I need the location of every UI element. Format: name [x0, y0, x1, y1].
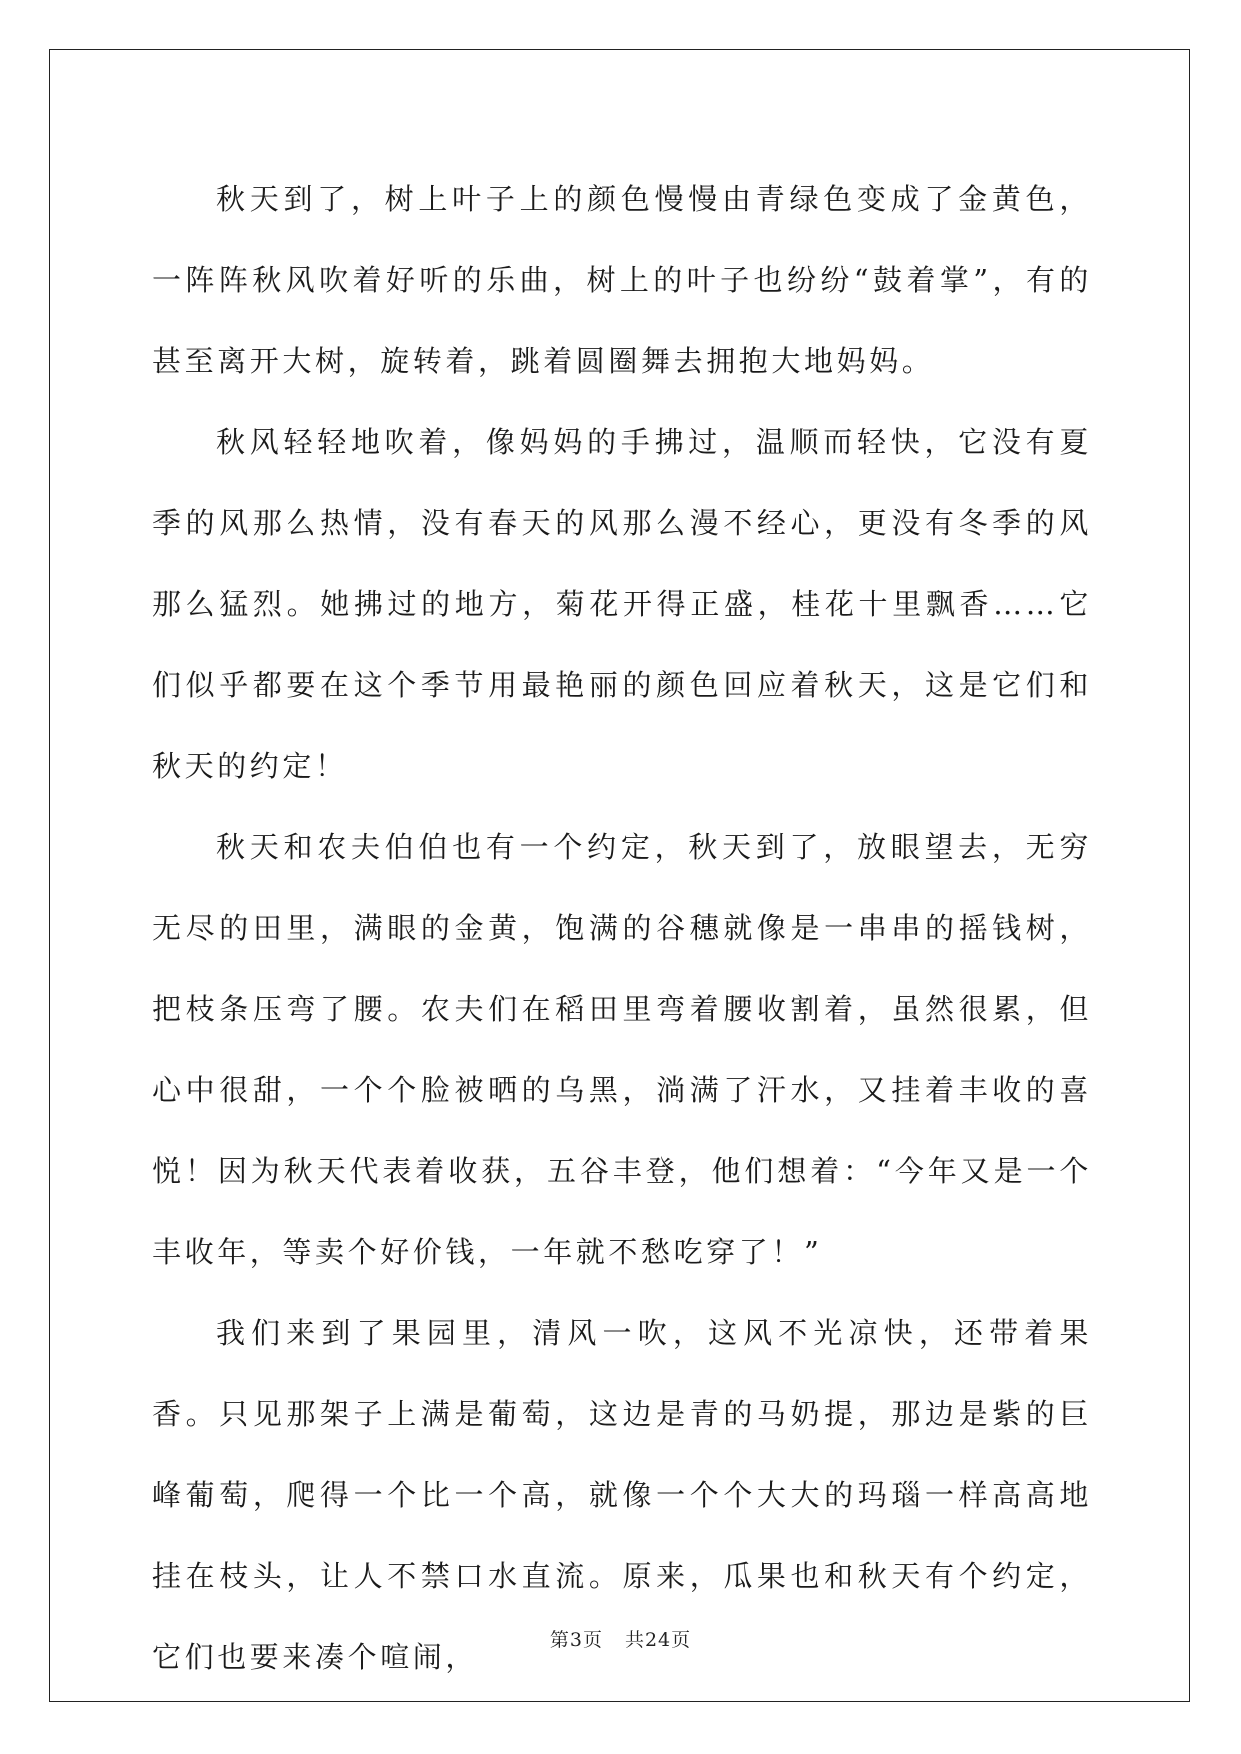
total-pages: 共24页 [624, 1629, 692, 1651]
page-number: 第3页 [549, 1629, 603, 1651]
paragraph-3: 秋天和农夫伯伯也有一个约定，秋天到了，放眼望去，无穷无尽的田里，满眼的金黄，饱满的谷穗就像是一串串的摇钱树，把枝条压弯了腰。农夫们在稻田里弯着腰收割着，虽然很累，但心中很甜，一个个脸被晒的乌黑，淌满了汗水，又挂着丰收的喜悦！因为秋天代表着收获，五谷丰登，他们想着：“今年又是一个丰收年，等卖个好价钱，一年就不愁吃穿了！” [152, 830, 1092, 1269]
paragraph-1: 秋天到了，树上叶子上的颜色慢慢由青绿色变成了金黄色，一阵阵秋风吹着好听的乐曲，树上的叶子也纷纷“鼓着掌”，有的甚至离开大树，旋转着，跳着圆圈舞去拥抱大地妈妈。 [152, 182, 1092, 378]
paragraph-2: 秋风轻轻地吹着，像妈妈的手拂过，温顺而轻快，它没有夏季的风那么热情，没有春天的风那么漫不经心，更没有冬季的风那么猛烈。她拂过的地方，菊花开得正盛，桂花十里飘香……它们似乎都要在这个季节用最艳丽的颜色回应着秋天，这是它们和秋天的约定！ [152, 425, 1092, 783]
paragraph-4: 我们来到了果园里，清风一吹，这风不光凉快，还带着果香。只见那架子上满是葡萄，这边是青的马奶提，那边是紫的巨峰葡萄，爬得一个比一个高，就像一个个大大的玛瑙一样高高地挂在枝头，让人不禁口水直流。原来，瓜果也和秋天有个约定，它们也要来凑个喧闹， [152, 1316, 1092, 1674]
page-footer [0, 1625, 1241, 1652]
document-body [152, 159, 1092, 1698]
